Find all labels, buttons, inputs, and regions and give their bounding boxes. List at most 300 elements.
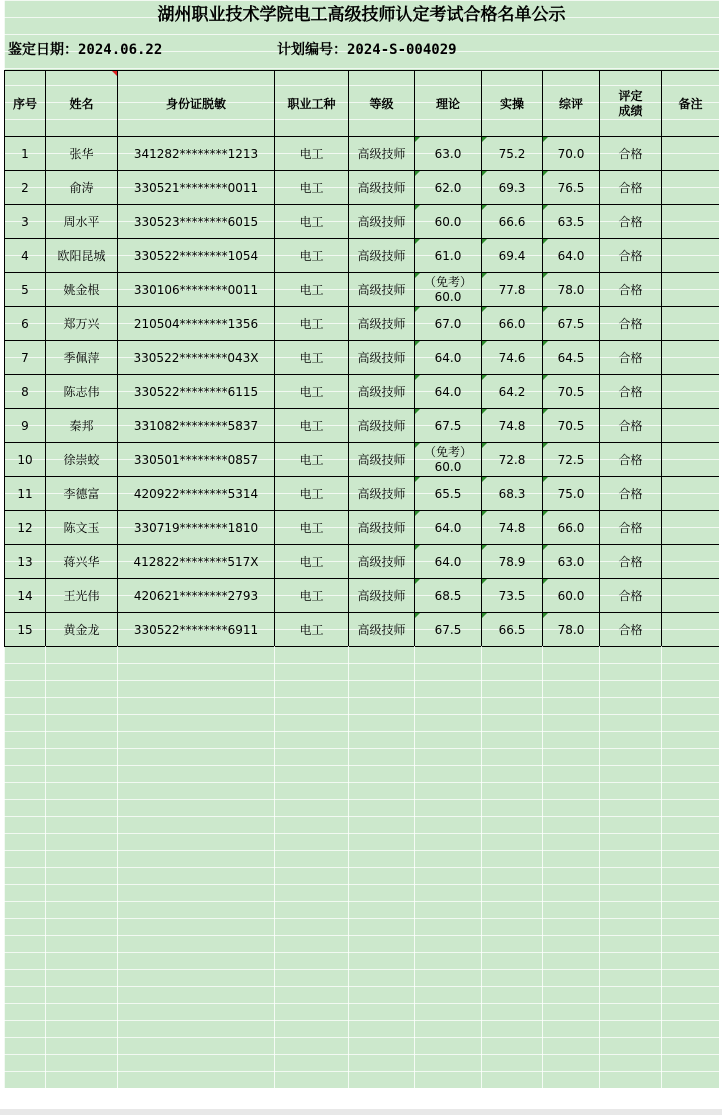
- name-value: 徐崇蛟: [63, 453, 100, 467]
- number-as-text-marker-icon: [415, 477, 420, 482]
- number-as-text-marker-icon: [415, 137, 420, 142]
- seq-value: 4: [21, 248, 29, 263]
- seq-value: 3: [21, 214, 29, 229]
- number-as-text-marker-icon: [415, 171, 420, 176]
- cell-job[interactable]: [275, 511, 349, 545]
- cell-note[interactable]: [662, 307, 720, 341]
- id-value: 330522********6115: [133, 384, 259, 399]
- job-value: 电工: [299, 555, 324, 569]
- result-value: 合格: [618, 147, 643, 161]
- cell-id[interactable]: [118, 273, 275, 307]
- header-result[interactable]: [600, 71, 662, 137]
- cell-level[interactable]: [349, 613, 415, 647]
- cell-theory[interactable]: [415, 443, 482, 477]
- level-value: 高级技师: [357, 555, 406, 569]
- cell-note[interactable]: [662, 613, 720, 647]
- name-value: 王光伟: [63, 589, 100, 603]
- number-as-text-marker-icon: [482, 239, 487, 244]
- id-value: 330106********0011: [133, 282, 259, 297]
- cell-name[interactable]: [46, 341, 118, 375]
- cell-id[interactable]: [118, 477, 275, 511]
- cell-id[interactable]: [118, 307, 275, 341]
- number-as-text-marker-icon: [543, 579, 548, 584]
- cell-name[interactable]: [46, 409, 118, 443]
- job-value: 电工: [299, 623, 324, 637]
- overall-value: 76.5: [557, 180, 585, 195]
- cell-overall[interactable]: [543, 545, 600, 579]
- cell-result[interactable]: [600, 409, 662, 443]
- name-value: 俞涛: [69, 181, 94, 195]
- cell-result[interactable]: [600, 613, 662, 647]
- cell-theory[interactable]: [415, 545, 482, 579]
- job-value: 电工: [299, 385, 324, 399]
- cell-result[interactable]: [600, 375, 662, 409]
- level-value: 高级技师: [357, 317, 406, 331]
- cell-level[interactable]: [349, 239, 415, 273]
- cell-theory[interactable]: [415, 511, 482, 545]
- cell-theory[interactable]: [415, 205, 482, 239]
- cell-overall[interactable]: [543, 375, 600, 409]
- cell-id[interactable]: [118, 171, 275, 205]
- cell-theory[interactable]: [415, 171, 482, 205]
- number-as-text-marker-icon: [482, 545, 487, 550]
- cell-seq[interactable]: [5, 443, 46, 477]
- number-as-text-marker-icon: [415, 273, 420, 278]
- cell-practice[interactable]: [482, 545, 543, 579]
- cell-practice[interactable]: [482, 171, 543, 205]
- number-as-text-marker-icon: [415, 375, 420, 380]
- appraisal-date-label: 鉴定日期：: [8, 42, 78, 58]
- cell-level[interactable]: [349, 443, 415, 477]
- cell-overall[interactable]: [543, 307, 600, 341]
- id-value: 330719********1810: [133, 520, 259, 535]
- number-as-text-marker-icon: [415, 511, 420, 516]
- cell-level[interactable]: [349, 511, 415, 545]
- number-as-text-marker-icon: [543, 205, 548, 210]
- cell-theory[interactable]: [415, 137, 482, 171]
- header-overall[interactable]: 综评: [543, 71, 600, 137]
- cell-name[interactable]: [46, 613, 118, 647]
- job-value: 电工: [299, 215, 324, 229]
- result-value: 合格: [618, 351, 643, 365]
- result-value: 合格: [618, 487, 643, 501]
- cell-result[interactable]: [600, 273, 662, 307]
- cell-seq[interactable]: [5, 137, 46, 171]
- cell-name[interactable]: [46, 375, 118, 409]
- cell-name[interactable]: [46, 477, 118, 511]
- level-value: 高级技师: [357, 419, 406, 433]
- number-as-text-marker-icon: [543, 613, 548, 618]
- cell-practice[interactable]: [482, 511, 543, 545]
- number-as-text-marker-icon: [543, 375, 548, 380]
- number-as-text-marker-icon: [415, 579, 420, 584]
- number-as-text-marker-icon: [415, 613, 420, 618]
- cell-id[interactable]: [118, 409, 275, 443]
- header-seq[interactable]: 序号: [5, 71, 46, 137]
- cell-id[interactable]: [118, 545, 275, 579]
- id-value: 330522********6911: [133, 622, 259, 637]
- level-value: 高级技师: [357, 215, 406, 229]
- table-row: [5, 613, 720, 647]
- result-value: 合格: [618, 283, 643, 297]
- exempt-note: （免考）: [423, 444, 472, 459]
- cell-name[interactable]: [46, 205, 118, 239]
- practice-value: 73.5: [498, 588, 526, 603]
- id-value: 330522********1054: [133, 248, 259, 263]
- cell-job[interactable]: [275, 307, 349, 341]
- cell-level[interactable]: [349, 307, 415, 341]
- number-as-text-marker-icon: [543, 409, 548, 414]
- header-name[interactable]: [46, 71, 118, 137]
- cell-seq[interactable]: [5, 307, 46, 341]
- table-row: [5, 205, 720, 239]
- cell-job[interactable]: [275, 205, 349, 239]
- header-level[interactable]: 等级: [349, 71, 415, 137]
- cell-practice[interactable]: [482, 273, 543, 307]
- cell-job[interactable]: [275, 613, 349, 647]
- cell-note[interactable]: [662, 341, 720, 375]
- job-value: 电工: [299, 249, 324, 263]
- cell-seq[interactable]: [5, 613, 46, 647]
- cell-practice[interactable]: [482, 613, 543, 647]
- cell-seq[interactable]: [5, 205, 46, 239]
- number-as-text-marker-icon: [415, 307, 420, 312]
- cell-level[interactable]: [349, 545, 415, 579]
- job-value: 电工: [299, 351, 324, 365]
- number-as-text-marker-icon: [482, 375, 487, 380]
- theory-value: 62.0: [434, 180, 462, 195]
- table-row: [5, 171, 720, 205]
- cell-theory[interactable]: [415, 477, 482, 511]
- cell-id[interactable]: [118, 341, 275, 375]
- cell-result[interactable]: [600, 443, 662, 477]
- cell-name[interactable]: [46, 239, 118, 273]
- level-value: 高级技师: [357, 181, 406, 195]
- overall-value: 78.0: [557, 622, 585, 637]
- cell-practice[interactable]: [482, 409, 543, 443]
- cell-overall[interactable]: [543, 409, 600, 443]
- number-as-text-marker-icon: [543, 273, 548, 278]
- theory-value: 64.0: [434, 554, 462, 569]
- seq-value: 9: [21, 418, 29, 433]
- cell-practice[interactable]: [482, 443, 543, 477]
- theory-value: 63.0: [434, 146, 462, 161]
- cell-job[interactable]: [275, 375, 349, 409]
- header-note[interactable]: 备注: [662, 71, 720, 137]
- cell-note[interactable]: [662, 443, 720, 477]
- seq-value: 13: [17, 554, 33, 569]
- cell-note[interactable]: [662, 375, 720, 409]
- cell-result[interactable]: [600, 511, 662, 545]
- table-row: [5, 375, 720, 409]
- practice-value: 66.5: [498, 622, 526, 637]
- seq-value: 6: [21, 316, 29, 331]
- result-value: 合格: [618, 453, 643, 467]
- cell-theory[interactable]: [415, 375, 482, 409]
- cell-level[interactable]: [349, 579, 415, 613]
- cell-seq[interactable]: [5, 477, 46, 511]
- seq-value: 14: [17, 588, 33, 603]
- cell-id[interactable]: [118, 205, 275, 239]
- cell-practice[interactable]: [482, 341, 543, 375]
- table-row: [5, 545, 720, 579]
- cell-seq[interactable]: [5, 511, 46, 545]
- cell-theory[interactable]: [415, 579, 482, 613]
- cell-practice[interactable]: [482, 239, 543, 273]
- job-value: 电工: [299, 419, 324, 433]
- seq-value: 11: [17, 486, 33, 501]
- number-as-text-marker-icon: [482, 511, 487, 516]
- theory-value: 67.0: [434, 316, 462, 331]
- level-value: 高级技师: [357, 521, 406, 535]
- result-value: 合格: [618, 181, 643, 195]
- practice-value: 69.3: [498, 180, 526, 195]
- cell-overall[interactable]: [543, 511, 600, 545]
- practice-value: 77.8: [498, 282, 526, 297]
- cell-theory[interactable]: [415, 341, 482, 375]
- cell-name[interactable]: [46, 137, 118, 171]
- cell-id[interactable]: [118, 375, 275, 409]
- cell-overall[interactable]: [543, 239, 600, 273]
- cell-overall[interactable]: [543, 613, 600, 647]
- table-row: [5, 409, 720, 443]
- cell-job[interactable]: [275, 477, 349, 511]
- cell-overall[interactable]: [543, 477, 600, 511]
- practice-value: 72.8: [498, 452, 526, 467]
- cell-theory[interactable]: [415, 307, 482, 341]
- cell-job[interactable]: [275, 579, 349, 613]
- cell-level[interactable]: [349, 477, 415, 511]
- cell-note[interactable]: [662, 545, 720, 579]
- exempt-note: （免考）: [423, 274, 472, 289]
- horizontal-scrollbar[interactable]: [0, 1109, 722, 1115]
- seq-value: 1: [21, 146, 29, 161]
- result-value: 合格: [618, 623, 643, 637]
- cell-seq[interactable]: [5, 409, 46, 443]
- theory-value: 64.0: [434, 350, 462, 365]
- cell-name[interactable]: [46, 511, 118, 545]
- number-as-text-marker-icon: [415, 341, 420, 346]
- cell-practice[interactable]: [482, 205, 543, 239]
- level-value: 高级技师: [357, 283, 406, 297]
- result-value: 合格: [618, 419, 643, 433]
- job-value: 电工: [299, 487, 324, 501]
- cell-id[interactable]: [118, 137, 275, 171]
- cell-overall[interactable]: [543, 443, 600, 477]
- cell-note[interactable]: [662, 205, 720, 239]
- cell-result[interactable]: [600, 341, 662, 375]
- plan-number-label: 计划编号：: [277, 42, 347, 58]
- seq-value: 2: [21, 180, 29, 195]
- number-as-text-marker-icon: [482, 171, 487, 176]
- cell-result[interactable]: [600, 137, 662, 171]
- name-value: 陈志伟: [63, 385, 100, 399]
- cell-name[interactable]: [46, 579, 118, 613]
- level-value: 高级技师: [357, 453, 406, 467]
- cell-overall[interactable]: [543, 205, 600, 239]
- cell-seq[interactable]: [5, 171, 46, 205]
- name-value: 陈文玉: [63, 521, 100, 535]
- theory-value: 64.0: [434, 384, 462, 399]
- cell-theory[interactable]: [415, 239, 482, 273]
- cell-result[interactable]: [600, 307, 662, 341]
- cell-level[interactable]: [349, 205, 415, 239]
- cell-name[interactable]: [46, 443, 118, 477]
- overall-value: 72.5: [557, 452, 585, 467]
- cell-theory[interactable]: [415, 409, 482, 443]
- cell-job[interactable]: [275, 171, 349, 205]
- cell-name[interactable]: [46, 171, 118, 205]
- cell-note[interactable]: [662, 239, 720, 273]
- name-value: 郑万兴: [63, 317, 100, 331]
- header-id[interactable]: 身份证脱敏: [118, 71, 275, 137]
- overall-value: 70.0: [557, 146, 585, 161]
- number-as-text-marker-icon: [482, 307, 487, 312]
- table-row: [5, 477, 720, 511]
- cell-seq[interactable]: [5, 545, 46, 579]
- number-as-text-marker-icon: [543, 171, 548, 176]
- cell-theory[interactable]: [415, 613, 482, 647]
- cell-seq[interactable]: [5, 239, 46, 273]
- header-name-label: 姓名: [69, 97, 94, 111]
- cell-job[interactable]: [275, 137, 349, 171]
- practice-value: 78.9: [498, 554, 526, 569]
- number-as-text-marker-icon: [482, 341, 487, 346]
- cell-job[interactable]: [275, 443, 349, 477]
- overall-value: 70.5: [557, 384, 585, 399]
- sheet-title: 湖州职业技术学院电工高级技师认定考试合格名单公示: [157, 5, 566, 25]
- cell-note[interactable]: [662, 273, 720, 307]
- cell-result[interactable]: [600, 545, 662, 579]
- cell-practice[interactable]: [482, 137, 543, 171]
- seq-value: 10: [17, 452, 33, 467]
- cell-overall[interactable]: [543, 273, 600, 307]
- cell-theory[interactable]: [415, 273, 482, 307]
- cell-result[interactable]: [600, 205, 662, 239]
- number-as-text-marker-icon: [543, 137, 548, 142]
- id-value: 330521********0011: [133, 180, 259, 195]
- theory-score: 60.0: [434, 289, 462, 304]
- cell-practice[interactable]: [482, 307, 543, 341]
- cell-id[interactable]: [118, 239, 275, 273]
- name-value: 蒋兴华: [63, 555, 100, 569]
- cell-result[interactable]: [600, 477, 662, 511]
- theory-value: 67.5: [434, 418, 462, 433]
- cell-job[interactable]: [275, 273, 349, 307]
- number-as-text-marker-icon: [543, 341, 548, 346]
- overall-value: 64.5: [557, 350, 585, 365]
- cell-note[interactable]: [662, 511, 720, 545]
- cell-job[interactable]: [275, 341, 349, 375]
- cell-name[interactable]: [46, 307, 118, 341]
- cell-name[interactable]: [46, 545, 118, 579]
- job-value: 电工: [299, 317, 324, 331]
- job-value: 电工: [299, 589, 324, 603]
- cell-job[interactable]: [275, 545, 349, 579]
- appraisal-date: [8, 36, 162, 64]
- cell-job[interactable]: [275, 239, 349, 273]
- cell-level[interactable]: [349, 341, 415, 375]
- overall-value: 70.5: [557, 418, 585, 433]
- practice-value: 69.4: [498, 248, 526, 263]
- cell-level[interactable]: [349, 409, 415, 443]
- name-value: 欧阳昆城: [57, 249, 106, 263]
- header-theory[interactable]: 理论: [415, 71, 482, 137]
- cell-level[interactable]: [349, 137, 415, 171]
- cell-seq[interactable]: [5, 375, 46, 409]
- number-as-text-marker-icon: [415, 205, 420, 210]
- cell-overall[interactable]: [543, 579, 600, 613]
- cell-job[interactable]: [275, 409, 349, 443]
- practice-value: 66.6: [498, 214, 526, 229]
- cell-name[interactable]: [46, 273, 118, 307]
- id-value: 330501********0857: [133, 452, 259, 467]
- result-value: 合格: [618, 589, 643, 603]
- overall-value: 66.0: [557, 520, 585, 535]
- cell-id[interactable]: [118, 579, 275, 613]
- header-row: [5, 71, 720, 137]
- name-value: 姚金根: [63, 283, 100, 297]
- cell-overall[interactable]: [543, 137, 600, 171]
- cell-id[interactable]: [118, 613, 275, 647]
- cell-note[interactable]: [662, 137, 720, 171]
- theory-value: 61.0: [434, 248, 462, 263]
- name-value: 黄金龙: [63, 623, 100, 637]
- cell-seq[interactable]: [5, 341, 46, 375]
- cell-note[interactable]: [662, 579, 720, 613]
- cell-practice[interactable]: [482, 477, 543, 511]
- number-as-text-marker-icon: [482, 205, 487, 210]
- cell-result[interactable]: [600, 579, 662, 613]
- cell-id[interactable]: [118, 511, 275, 545]
- overall-value: 64.0: [557, 248, 585, 263]
- cell-result[interactable]: [600, 171, 662, 205]
- cell-note[interactable]: [662, 171, 720, 205]
- cell-practice[interactable]: [482, 579, 543, 613]
- job-value: 电工: [299, 453, 324, 467]
- cell-seq[interactable]: [5, 579, 46, 613]
- cell-overall[interactable]: [543, 171, 600, 205]
- number-as-text-marker-icon: [415, 239, 420, 244]
- cell-id[interactable]: [118, 443, 275, 477]
- cell-level[interactable]: [349, 273, 415, 307]
- cell-practice[interactable]: [482, 375, 543, 409]
- theory-score: 60.0: [434, 459, 462, 474]
- cell-overall[interactable]: [543, 341, 600, 375]
- cell-level[interactable]: [349, 171, 415, 205]
- seq-value: 8: [21, 384, 29, 399]
- id-value: 412822********517X: [133, 554, 259, 569]
- cell-note[interactable]: [662, 477, 720, 511]
- number-as-text-marker-icon: [482, 137, 487, 142]
- cell-result[interactable]: [600, 239, 662, 273]
- cell-seq[interactable]: [5, 273, 46, 307]
- cell-note[interactable]: [662, 409, 720, 443]
- practice-value: 68.3: [498, 486, 526, 501]
- overall-value: 63.0: [557, 554, 585, 569]
- header-practice[interactable]: 实操: [482, 71, 543, 137]
- header-job[interactable]: 职业工种: [275, 71, 349, 137]
- job-value: 电工: [299, 181, 324, 195]
- practice-value: 74.6: [498, 350, 526, 365]
- theory-value: 60.0: [434, 214, 462, 229]
- result-value: 合格: [618, 249, 643, 263]
- job-value: 电工: [299, 521, 324, 535]
- table-row: [5, 137, 720, 171]
- name-value: 张华: [69, 147, 94, 161]
- table-row: [5, 273, 720, 307]
- cell-level[interactable]: [349, 375, 415, 409]
